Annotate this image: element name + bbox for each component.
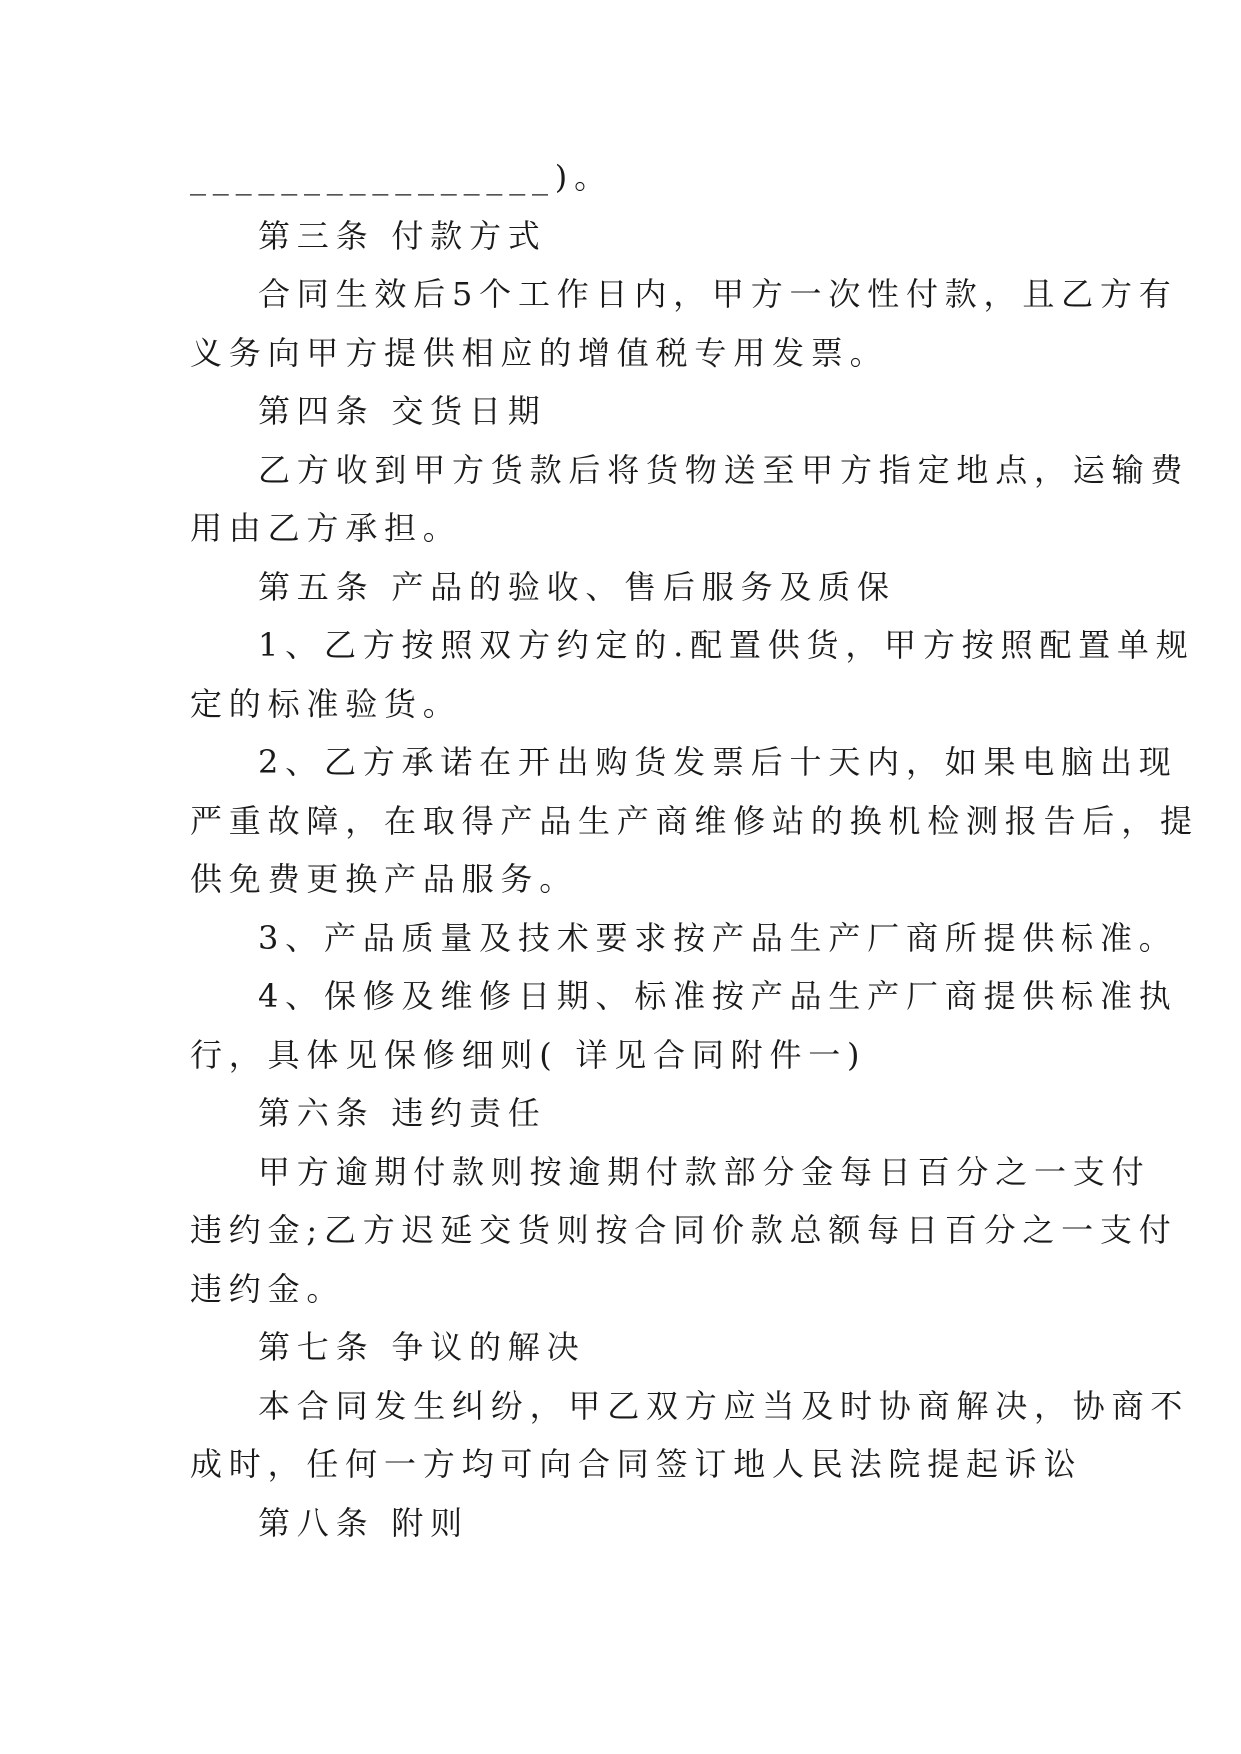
text-line: 3、产品质量及技术要求按产品生产厂商所提供标准。 bbox=[258, 918, 1178, 957]
article-heading: 第三条 付款方式 bbox=[258, 216, 547, 255]
text-line: 定的标准验货。 bbox=[190, 684, 462, 723]
document-body bbox=[190, 148, 1199, 1552]
text-line: 违约金。 bbox=[190, 1269, 346, 1308]
text-line: 4、保修及维修日期、标准按产品生产厂商提供标准执 bbox=[258, 977, 1178, 1015]
text-line: ________________)。 bbox=[190, 158, 613, 196]
text-line: 供免费更换产品服务。 bbox=[190, 860, 579, 898]
article-heading: 第五条 产品的验收、售后服务及质保 bbox=[258, 567, 896, 606]
text-line: 2、乙方承诺在开出购货发票后十天内，如果电脑出现 bbox=[258, 743, 1178, 781]
text-line: 成时，任何一方均可向合同签订地人民法院提起诉讼 bbox=[190, 1445, 1083, 1483]
article-heading: 第六条 违约责任 bbox=[258, 1094, 547, 1132]
article-heading: 第八条 附则 bbox=[258, 1503, 469, 1542]
text-line: 本合同发生纠纷，甲乙双方应当及时协商解决，协商不 bbox=[258, 1386, 1190, 1425]
article-heading: 第七条 争议的解决 bbox=[258, 1328, 586, 1366]
text-line: 严重故障，在取得产品生产商维修站的换机检测报告后，提 bbox=[190, 801, 1199, 840]
text-line: 合同生效后5个工作日内，甲方一次性付款，且乙方有 bbox=[258, 275, 1178, 313]
text-line: 义务向甲方提供相应的增值税专用发票。 bbox=[190, 333, 889, 372]
text-line: 违约金;乙方迟延交货则按合同价款总额每日百分之一支付 bbox=[190, 1211, 1178, 1249]
article-heading: 第四条 交货日期 bbox=[258, 392, 547, 430]
text-line: 用由乙方承担。 bbox=[190, 509, 462, 547]
text-line: 行，具体见保修细则( 详见合同附件一) bbox=[190, 1035, 867, 1074]
text-line: 甲方逾期付款则按逾期付款部分金每日百分之一支付 bbox=[258, 1152, 1151, 1191]
text-line: 1、乙方按照双方约定的.配置供货，甲方按照配置单规 bbox=[258, 626, 1195, 664]
text-line: 乙方收到甲方货款后将货物送至甲方指定地点，运输费 bbox=[258, 450, 1190, 489]
